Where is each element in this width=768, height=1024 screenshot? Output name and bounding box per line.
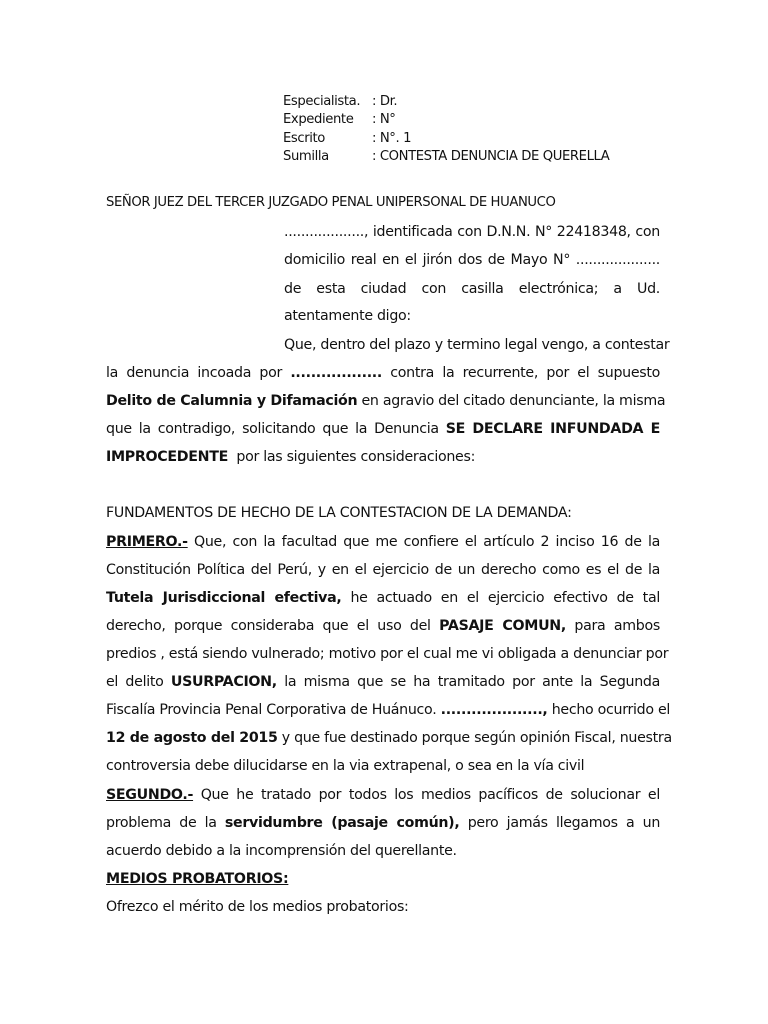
primero-emphasis: Tutela Jurisdiccional efectiva, (106, 590, 342, 606)
primero-emphasis: PASAJE COMUN, (439, 618, 566, 634)
primero-line-1 (106, 532, 660, 552)
medios-heading-text: MEDIOS PROBATORIOS: (106, 871, 289, 887)
primero-date: 12 de agosto del 2015 (106, 730, 278, 746)
party-placeholder: .................. (290, 365, 382, 381)
primero-line-5: predios , está siendo vulnerado; motivo por el cual me vi obligada a denunciar por (106, 646, 669, 662)
primero-text: el delito (106, 674, 164, 690)
fundamentos-heading-text: FUNDAMENTOS DE HECHO DE LA CONTESTACION DE LA DEMANDA (106, 505, 568, 521)
primero-text: Fiscalía Provincia Penal Corporativa de Huánuco. (106, 702, 437, 718)
segundo-line-3: acuerdo debido a la incomprensión del querellante. (106, 843, 457, 859)
primero-label: PRIMERO.- (106, 534, 188, 550)
primero-text: hecho ocurrido el (551, 702, 671, 718)
escrito-value: : N°. 1 (372, 131, 412, 146)
segundo-label: SEGUNDO.- (106, 787, 194, 803)
fundamentos-heading (106, 503, 572, 523)
primero-line-7 (106, 700, 671, 720)
primero-text: Que, con la facultad que me confiere el artículo 2 inciso 16 de la (193, 534, 660, 550)
segundo-line-2 (106, 813, 660, 833)
primero-line-2: Constitución Política del Perú, y en el ejercicio de un derecho como es el de la (106, 562, 660, 578)
petition-text: por las siguientes consideraciones: (236, 449, 476, 465)
medios-heading (106, 869, 288, 889)
offense-name: Delito de Calumnia y Difamación (106, 393, 358, 409)
request-text: SE DECLARE INFUNDADA E (445, 421, 660, 437)
petition-line-4 (106, 419, 660, 439)
segundo-text: problema de la (106, 815, 217, 831)
petition-text: contra la recurrente, por el supuesto (390, 365, 660, 381)
petition-text: que la contradigo, solicitando que la Denuncia (106, 421, 439, 437)
intro-line-1: ..................., identificada con D.N.N. N° 22418348, con (284, 224, 660, 240)
intro-line-3: de esta ciudad con casilla electrónica; a Ud. (284, 281, 660, 297)
petition-text: la denuncia incoada por (106, 365, 283, 381)
petition-line-3 (106, 391, 666, 411)
segundo-line-1 (106, 785, 660, 805)
petition-line-2 (106, 363, 660, 383)
escrito-label: Escrito (283, 131, 325, 146)
segundo-text: pero jamás llegamos a un (467, 815, 661, 831)
primero-line-9: controversia debe dilucidarse en la via extrapenal, o sea en la vía civil (106, 758, 585, 774)
primero-placeholder: ...................., (440, 702, 548, 718)
request-text: IMPROCEDENTE (106, 449, 228, 465)
petition-line-1: Que, dentro del plazo y termino legal vengo, a contestar (284, 337, 670, 353)
segundo-text: Que he tratado por todos los medios pacíficos de solucionar el (200, 787, 660, 803)
segundo-emphasis: servidumbre (pasaje común), (224, 815, 460, 831)
primero-line-3 (106, 588, 660, 608)
primero-text: derecho, porque consideraba que el uso del (106, 618, 431, 634)
especialista-value: : Dr. (372, 94, 398, 109)
salutation: SEÑOR JUEZ DEL TERCER JUZGADO PENAL UNIPERSONAL DE HUANUCO (106, 195, 556, 210)
intro-line-4: atentamente digo: (284, 308, 411, 324)
primero-line-8 (106, 728, 672, 748)
primero-text: para ambos (574, 618, 660, 634)
primero-text: y que fue destinado porque según opinión Fiscal, nuestra (281, 730, 672, 746)
intro-line-2: domicilio real en el jirón dos de Mayo N° .................... (284, 252, 660, 268)
primero-line-6 (106, 672, 660, 692)
especialista-label: Especialista. (283, 94, 361, 109)
petition-line-5 (106, 447, 475, 467)
primero-emphasis: USURPACION, (170, 674, 277, 690)
primero-text: he actuado en el ejercicio efectivo de tal (350, 590, 660, 606)
fundamentos-heading-colon: : (567, 505, 572, 521)
expediente-label: Expediente (283, 112, 354, 127)
primero-line-4 (106, 616, 660, 636)
sumilla-value: : CONTESTA DENUNCIA DE QUERELLA (372, 149, 610, 164)
sumilla-label: Sumilla (283, 149, 329, 164)
primero-text: la misma que se ha tramitado por ante la Segunda (284, 674, 661, 690)
petition-text: en agravio del citado denunciante, la misma (361, 393, 666, 409)
expediente-value: : N° (372, 112, 396, 127)
medios-line-1: Ofrezco el mérito de los medios probatorios: (106, 899, 409, 915)
